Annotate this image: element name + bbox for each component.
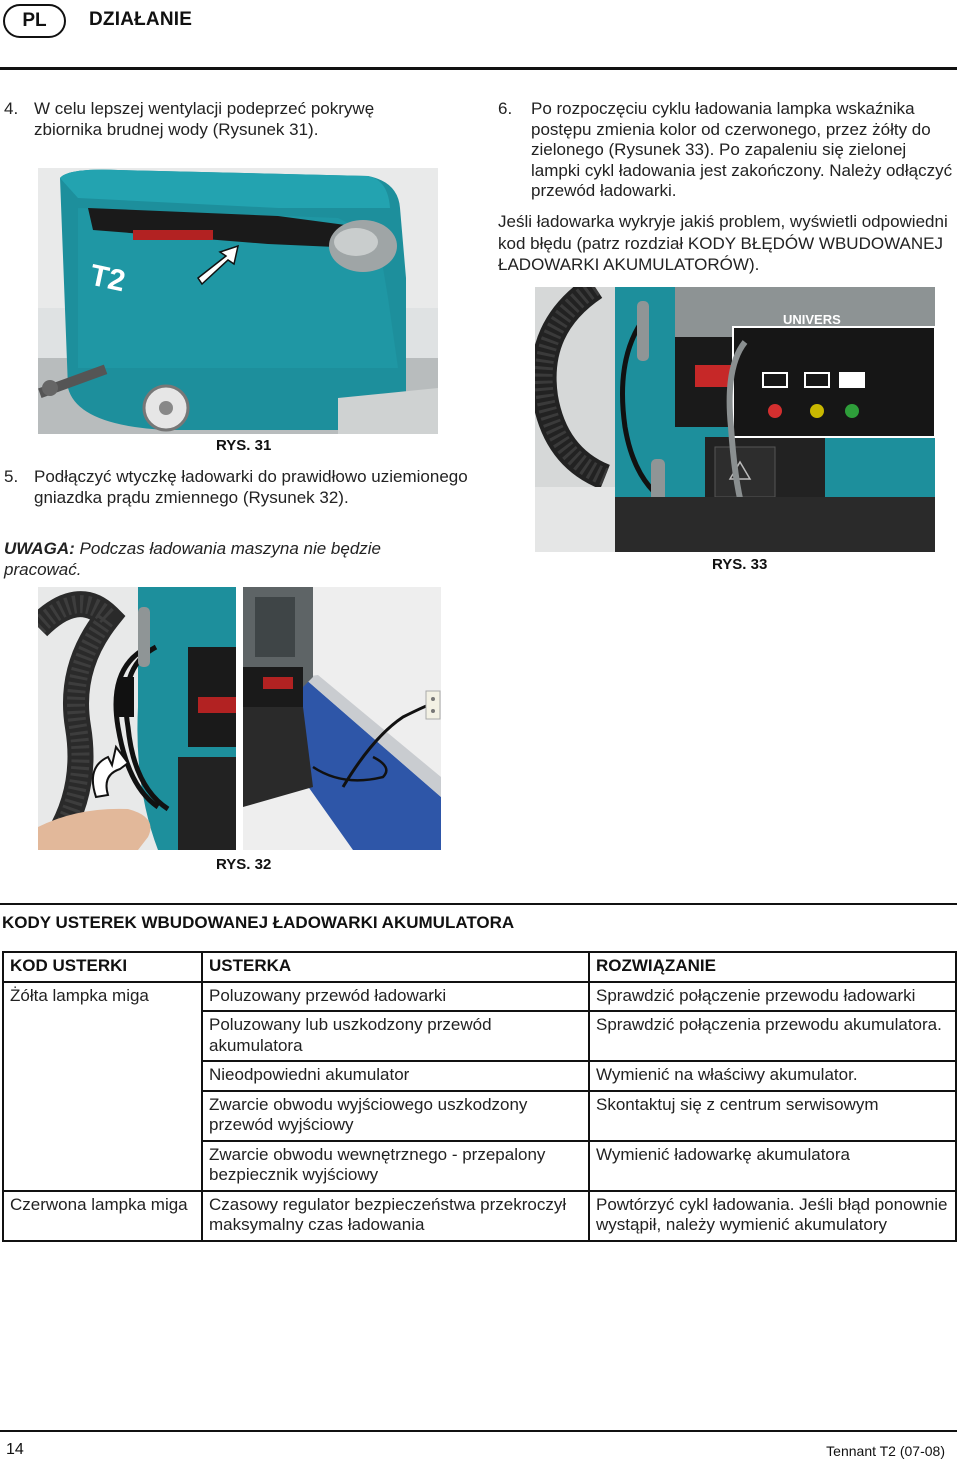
table-cell-solution: Sprawdzić połączenia przewodu akumulatora. [589,1011,956,1061]
step-6-problem-text: Jeśli ładowarka wykryje jakiś problem, wyświetli odpowiedni kod błędu (patrz rozdział KODY BŁĘDÓW WBUDOWANEJ ŁADOWARKI AKUMULATORÓW). [498,212,948,274]
table-cell-solution: Wymienić na właściwy akumulator. [589,1061,956,1091]
step-4 [4,99,434,140]
table-cell-code [3,1091,202,1141]
codes-divider [0,903,957,905]
step-6-problem [498,211,956,276]
charger-brand-text: UNIVERS [783,312,841,327]
header-fault: USTERKA [202,952,589,982]
table-cell-code: Żółta lampka miga [3,982,202,1012]
table-cell-fault: Nieodpowiedni akumulator [202,1061,589,1091]
codes-title: KODY USTEREK WBUDOWANEJ ŁADOWARKI AKUMULATORA [2,913,515,932]
step-4-number: 4. [4,99,19,118]
table-header-row [3,952,956,982]
section-title: DZIAŁANIE [89,9,193,30]
table-cell-fault: Zwarcie obwodu wewnętrznego - przepalony bezpiecznik wyjściowy [202,1141,589,1191]
figure-31-caption: RYS. 31 [216,437,272,454]
step-6 [498,99,953,202]
figure-32-photo-right [243,587,441,850]
figure-33-caption: RYS. 33 [712,556,768,573]
table-row [3,1091,956,1141]
table-row [3,1011,956,1061]
table-cell-fault: Poluzowany przewód ładowarki [202,982,589,1012]
table-row [3,1061,956,1091]
header-code: KOD USTERKI [3,952,202,982]
footer-model: Tennant T2 (07-08) [826,1443,945,1459]
step-6-text: Po rozpoczęciu cyklu ładowania lampka wskaźnika postępu zmienia kolor od czerwonego, przez żółty do zielonego (Rysunek 33). Po zapaleniu się zielonej lampki cykl ładowania jest zakończony. Należy odłączyć przewód ładowarki. [531,99,953,200]
table-cell-fault: Zwarcie obwodu wyjściowego uszkodzony przewód wyjściowy [202,1091,589,1141]
note [4,539,444,580]
t2-logo: T2 [87,258,129,299]
step-6-number: 6. [498,99,513,118]
step-4-text: W celu lepszej wentylacji podeprzeć pokrywę zbiornika brudnej wody (Rysunek 31). [34,99,375,139]
note-text: Podczas ładowania maszyna nie będzie pracować. [4,539,382,579]
table-cell-fault: Poluzowany lub uszkodzony przewód akumulatora [202,1011,589,1061]
table-cell-code: Czerwona lampka miga [3,1191,202,1241]
table-row [3,1191,956,1241]
table-cell-code [3,1011,202,1061]
header-divider [0,67,957,70]
table-cell-solution: Skontaktuj się z centrum serwisowym [589,1091,956,1141]
table-cell-code [3,1061,202,1091]
table-cell-fault: Czasowy regulator bezpieczeństwa przekroczył maksymalny czas ładowania [202,1191,589,1241]
step-5 [4,467,474,508]
error-codes-table [2,951,957,1242]
table-cell-solution: Sprawdzić połączenie przewodu ładowarki [589,982,956,1012]
language-badge: PL [3,4,66,38]
note-label: UWAGA: [4,539,75,558]
table-row [3,1141,956,1191]
figure-33-photo [535,287,935,552]
step-5-number: 5. [4,467,19,486]
header-solution: ROZWIĄZANIE [589,952,956,982]
figure-31-photo [38,168,438,434]
page-number: 14 [6,1441,24,1458]
step-5-text: Podłączyć wtyczkę ładowarki do prawidłowo uziemionego gniazdka prądu zmiennego (Rysunek 32). [34,467,468,507]
footer-divider [0,1430,957,1432]
figure-32-photo-left [38,587,236,850]
table-cell-solution: Powtórzyć cykl ładowania. Jeśli błąd ponownie wystąpił, należy wymienić akumulatory [589,1191,956,1241]
figure-32-caption: RYS. 32 [216,856,272,873]
table-cell-solution: Wymienić ładowarkę akumulatora [589,1141,956,1191]
table-cell-code [3,1141,202,1191]
table-row [3,982,956,1012]
